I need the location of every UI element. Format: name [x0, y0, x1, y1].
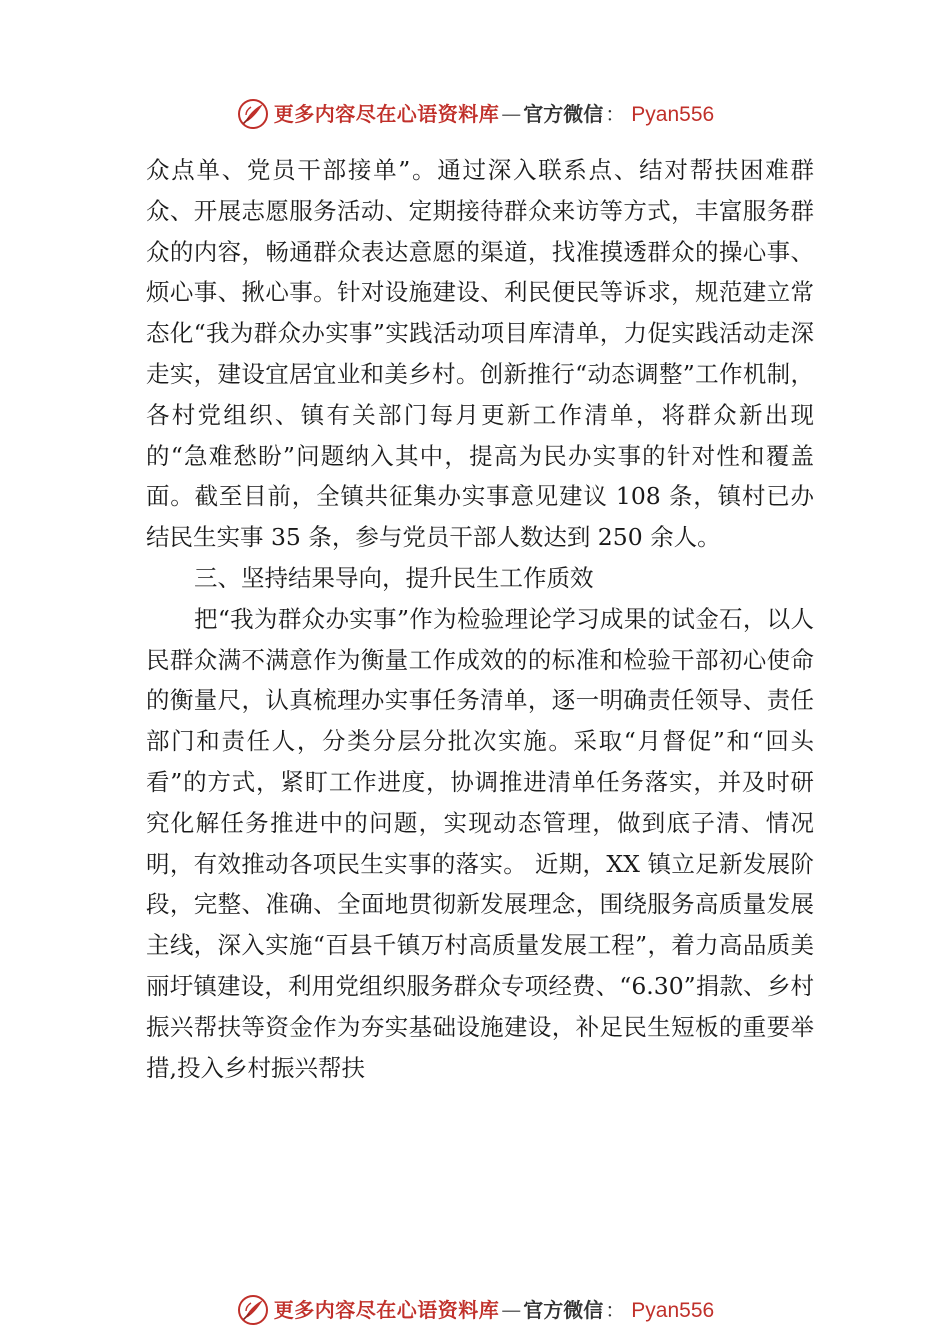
footer-wechat-id: Pyan556	[631, 1298, 715, 1322]
header-colon: ：	[605, 102, 626, 126]
quill-pen-logo-icon	[236, 1293, 270, 1327]
header-dash: —	[501, 102, 522, 126]
footer-dash: —	[501, 1298, 522, 1322]
footer-colon: ：	[605, 1298, 626, 1322]
paragraph: 把“我为群众办实事”作为检验理论学习成果的试金石，以人民群众满不满意作为衡量工作成效的的标准和检验干部初心使命的衡量尺，认真梳理办实事任务清单，逐一明确责任领导、责任部门和责任人，分类分层分批次实施。采取“月督促”和“回头看”的方式，紧盯工作进度，协调推进清单任务落实，并及时研究化解任务推进中的问题，实现动态管理，做到底子清、情况明，有效推动各项民生实事的落实。 近期，XX 镇立足新发展阶段，完整、准确、全面地贯彻新发展理念，围绕服务高质量发展主线，深入实施“百县千镇万村高质量发展工程”，着力高品质美丽圩镇建设，利用党组织服务群众专项经费、“6.30”捐款、乡村振兴帮扶等资金作为夯实基础设施建设，补足民生短板的重要举措,投入乡村振兴帮扶	[146, 604, 814, 1082]
header-banner	[0, 94, 950, 134]
footer-banner	[0, 1290, 950, 1330]
paragraph-continued: 众点单、党员干部接单”。通过深入联系点、结对帮扶困难群众、开展志愿服务活动、定期接待群众来访等方式，丰富服务群众的内容，畅通群众表达意愿的渠道，找准摸透群众的操心事、烦心事、揪心事。针对设施建设、利民便民等诉求，规范建立常态化“我为群众办实事”实践活动项目库清单，力促实践活动走深走实，建设宜居宜业和美乡村。创新推行“动态调整”工作机制，各村党组织、镇有关部门每月更新工作清单，将群众新出现的“急难愁盼”问题纳入其中，提高为民办实事的针对性和覆盖面。截至目前，全镇共征集办实事意见建议 108 条，镇村已办结民生实事 35 条，参与党员干部人数达到 250 余人。	[146, 156, 814, 552]
header-banner-text	[274, 104, 714, 125]
footer-banner-text	[274, 1300, 714, 1321]
header-wechat-label: 官方微信	[523, 102, 604, 126]
footer-brand-text: 更多内容尽在心语资料库	[273, 1298, 500, 1322]
footer-wechat-label: 官方微信	[523, 1298, 604, 1322]
header-wechat-id: Pyan556	[631, 102, 715, 126]
quill-pen-logo-icon	[236, 97, 270, 131]
document-body	[146, 150, 814, 1088]
header-brand-text: 更多内容尽在心语资料库	[273, 102, 500, 126]
section-heading: 三、坚持结果导向，提升民生工作质效	[194, 563, 594, 592]
